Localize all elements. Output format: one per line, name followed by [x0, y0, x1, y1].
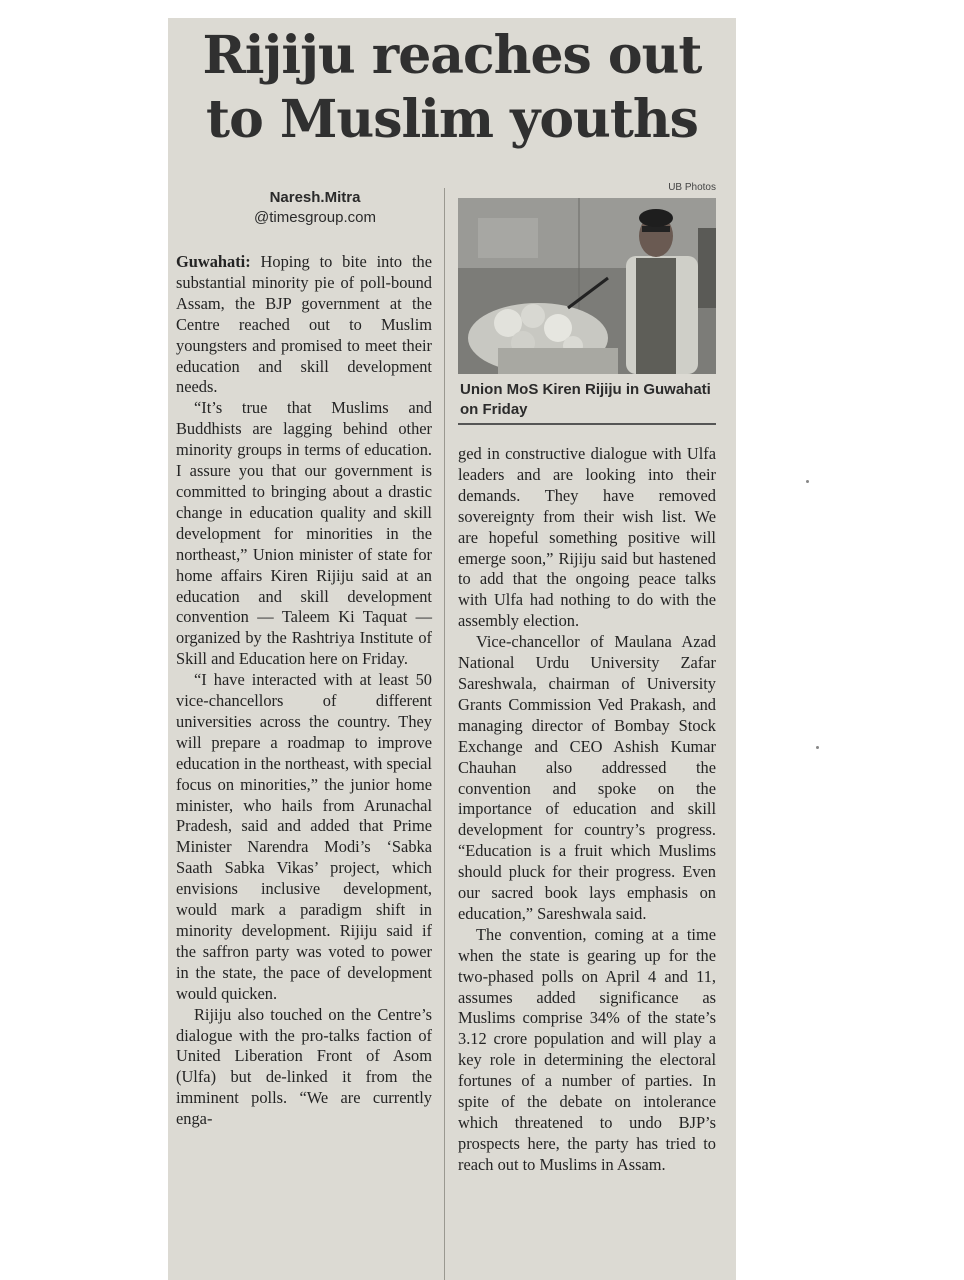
paragraph: Rijiju also touched on the Centre’s dialogue with the pro-talks faction of United Liberation Front of Asom (Ulfa) but de-linked it from the imminent polls. “We are currently enga-: [176, 1004, 432, 1129]
byline-name: Naresh.Mitra: [269, 189, 361, 206]
headline-line-1: Rijiju reaches out: [202, 25, 702, 86]
paragraph: “I have interacted with at least 50 vice-chancellors of different universities across the country. They will prepare a roadmap to improve education in the northeast, with special focus on minorities,” the junior home minister, who hails from Arunachal Pradesh, said and added that Prime Minister Narendra Modi’s ‘Sabka Saath Sabka Vikas’ project, which envisions inclusive development, would mark a paradigm shift in minority development. Rijiju said if the saffron party was voted to power in the state, the pace of development would quicken.: [176, 670, 432, 1003]
speaker-photo: [458, 198, 716, 374]
paper-speck: [806, 480, 809, 483]
article-column-2: [458, 444, 716, 1280]
byline-handle: @timesgroup.com: [254, 209, 376, 226]
headline-line-2: to Muslim youths: [206, 89, 698, 150]
photo-caption: Union MoS Kiren Rijiju in Guwahati on Friday: [460, 381, 711, 418]
paragraph: [176, 252, 432, 398]
paragraph-text: Hoping to bite into the substantial minority pie of poll-bound Assam, the BJP government at the Centre reached out to Muslim youngsters and promised to meet their education and skill development needs.: [176, 252, 432, 397]
photo-credit: UB Photos: [668, 182, 716, 193]
speaker-photo-graphic: [458, 198, 716, 374]
paper-speck: [816, 746, 819, 749]
paragraph: ged in constructive dialogue with Ulfa leaders and are looking into their demands. They have removed sovereignty from their wish list. We are hopeful something positive will emerge soon,” Rijiju said but hastened to add that the ongoing peace talks with Ulfa had nothing to do with the assembly election.: [458, 444, 716, 631]
dateline: Guwahati:: [176, 252, 251, 271]
newspaper-clipping: [168, 18, 736, 1280]
article-column-1: [176, 252, 432, 1280]
column-divider: [444, 188, 445, 1280]
caption-rule: [458, 423, 716, 425]
paragraph: Vice-chancellor of Maulana Azad National Urdu University Zafar Sareshwala, chairman of University Grants Commission Ved Prakash, and managing director of Bombay Stock Exchange and CEO Ashish Kumar Chauhan also addressed the convention and spoke on the importance of education and skill development for country’s progress. “Education is a fruit which Muslims should pluck for their progress. Even our sacred book lays emphasis on education,” Sareshwala said.: [458, 632, 716, 923]
byline: [190, 188, 440, 228]
paragraph: The convention, coming at a time when the state is gearing up for the two-phased polls on April 4 and 11, assumes added significance as Muslims comprise 34% of the state’s 3.12 crore population and will play a key role in determining the electoral fortunes of a number of parties. In spite of the debate on intolerance which threatened to undo BJP’s prospects here, the party has tried to reach out to Muslims in Assam.: [458, 924, 716, 1174]
paragraph: “It’s true that Muslims and Buddhists are lagging behind other minority groups in terms of education. I assure you that our government is committed to bringing about a drastic change in education quality and skill development for minorities in the northeast,” Union minister of state for home affairs Kiren Rijiju said at an education and skill development convention — Taleem Ki Taquat — organized by the Rashtriya Institute of Skill and Education here on Friday.: [176, 398, 432, 669]
headline: [168, 24, 736, 152]
